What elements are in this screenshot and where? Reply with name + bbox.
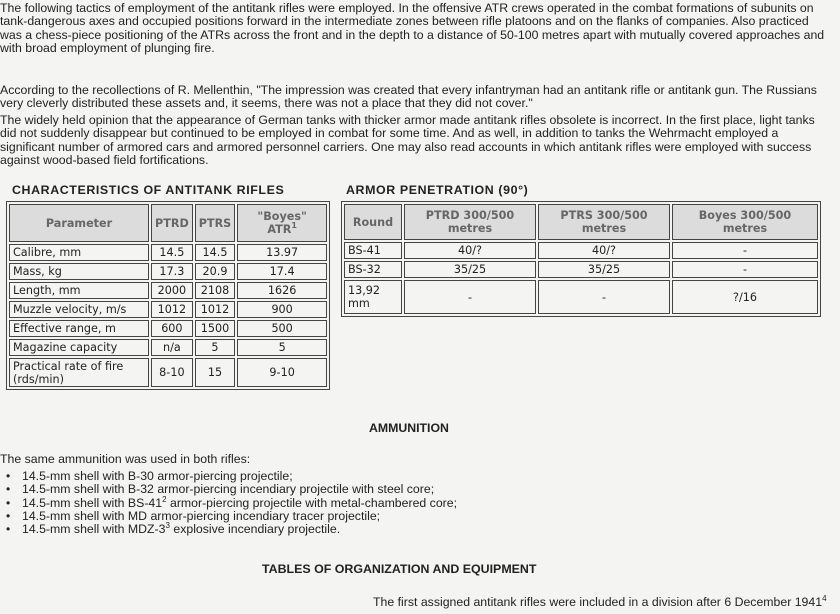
table-cell: BS-32 [344,261,402,278]
table-cell: 13.97 [237,244,327,261]
table-cell: Practical rate of fire (rds/min) [9,358,149,387]
table-cell: Length, mm [9,282,149,299]
table-row [344,280,818,314]
table-cell: - [404,280,536,314]
list-item [0,470,457,483]
table-cell: 14.5 [195,244,236,261]
table-cell: n/a [151,339,193,356]
table-row [9,282,327,299]
column-header: PTRS 300/500 metres [538,204,670,240]
table-cell: - [538,280,670,314]
table-cell: 20.9 [195,263,236,280]
list-item-text: 14.5-mm shell with BS-41 [22,495,163,510]
table-cell: Muzzle velocity, m/s [9,301,149,318]
column-header: PTRS [195,204,236,242]
column-header: Parameter [9,204,149,242]
table-header-row [9,204,327,242]
armor-penetration-table [341,201,821,317]
table-row [9,263,327,280]
table-row [344,242,818,259]
table-row [9,244,327,261]
table-cell: BS-41 [344,242,402,259]
table-cell: Mass, kg [9,263,149,280]
table-cell: 2108 [195,282,236,299]
table-cell: Effective range, m [9,320,149,337]
organization-sentence: The first assigned antitank rifles were included in a division after 6 December 1941 [373,595,823,609]
table-cell: 1500 [195,320,236,337]
table-cell: 2000 [151,282,193,299]
footnote-marker: 1 [291,221,297,230]
list-item-text: 14.5-mm shell with MD armor-piercing incendiary tracer projectile; [22,508,381,523]
table-cell: 900 [237,301,327,318]
table-cell: - [672,242,818,259]
table-cell: 1012 [195,301,236,318]
footnote-marker: 2 [162,494,167,504]
organization-title: TABLES OF ORGANIZATION AND EQUIPMENT [262,562,537,576]
organization-text [373,595,827,609]
ammunition-intro: The same ammunition was used in both rifles: [0,452,251,466]
table-cell: Calibre, mm [9,244,149,261]
table-cell: 500 [237,320,327,337]
list-item-text: 14.5-mm shell with B-32 armor-piercing incendiary projectile with steel core; [22,482,435,497]
table-cell: 8-10 [151,358,193,387]
column-header: PTRD [151,204,193,242]
table-cell: 5 [195,339,236,356]
intro-paragraph-1: The following tactics of employment of the antitank rifles were employed. In the offensive ATR crews operated in the combat formations of subunits on tank-dangerous axes and occupied positions forward in the intermediate zones between rifle platoons and on the flanks of companies. Also practiced was a chess-piece positioning of the ATRs across the front and in the depth to a distance of 50-100 metres apart with mutually covered approaches and with broad employment of plunging fire. [0,1,825,56]
footnote-marker: 4 [822,594,827,603]
list-item-text: 14.5-mm shell with MDZ-3 [22,522,166,537]
characteristics-table [6,201,330,390]
table-cell: 13,92 mm [344,280,402,314]
table-row [9,320,327,337]
table-cell: 35/25 [538,261,670,278]
footnote-marker: 3 [165,521,170,531]
table-cell: 1626 [237,282,327,299]
table-row [9,301,327,318]
list-item [0,483,457,496]
table-row [9,358,327,387]
intro-paragraph-3: The widely held opinion that the appearance of German tanks with thicker armor made antitank rifles obsolete is incorrect. In the first place, light tanks did not suddenly disappear but continued to be employed in combat for some time. And as well, in addition to tanks the Wehrmacht employed a significant number of armored cars and armored personnel carriers. One may also read accounts in which antitank rifles were employed with success against wood-based field fortifications. [0,113,815,168]
table-cell: Magazine capacity [9,339,149,356]
list-item-text: armor-piercing projectile with metal-chambered core; [166,495,458,510]
intro-paragraph-2: According to the recollections of R. Mellenthin, "The impression was created that every infantryman had an antitank rifle or antitank gun. The Russians very cleverly distributed these assets and, it seems, there was not a place that they did not cover." [0,83,817,111]
table-cell: 1012 [151,301,193,318]
table-cell: 9-10 [237,358,327,387]
table-cell: - [672,261,818,278]
table-cell: 40/? [404,242,536,259]
table-cell: ?/16 [672,280,818,314]
characteristics-title: CHARACTERISTICS OF ANTITANK RIFLES [12,183,285,197]
column-header-label: "Boyes" ATR [257,210,307,236]
table-cell: 600 [151,320,193,337]
column-header: Round [344,204,402,240]
table-cell: 14.5 [151,244,193,261]
list-item-text: 14.5-mm shell with B-30 armor-piercing projectile; [22,469,293,483]
table-cell: 35/25 [404,261,536,278]
table-row [9,339,327,356]
table-cell: 40/? [538,242,670,259]
list-item [0,523,457,536]
ammunition-title: AMMUNITION [369,421,449,435]
table-cell: 5 [237,339,327,356]
table-row [344,261,818,278]
column-header: Boyes 300/500 metres [672,204,818,240]
table-header-row [344,204,818,240]
column-header: PTRD 300/500 metres [404,204,536,240]
armor-penetration-title: ARMOR PENETRATION (90°) [346,183,529,197]
ammunition-list [0,470,457,536]
table-cell: 17.3 [151,263,193,280]
table-cell: 17.4 [237,263,327,280]
table-cell: 15 [195,358,236,387]
list-item [0,494,458,510]
column-header [237,204,327,242]
list-item-text: explosive incendiary projectile. [169,522,341,537]
